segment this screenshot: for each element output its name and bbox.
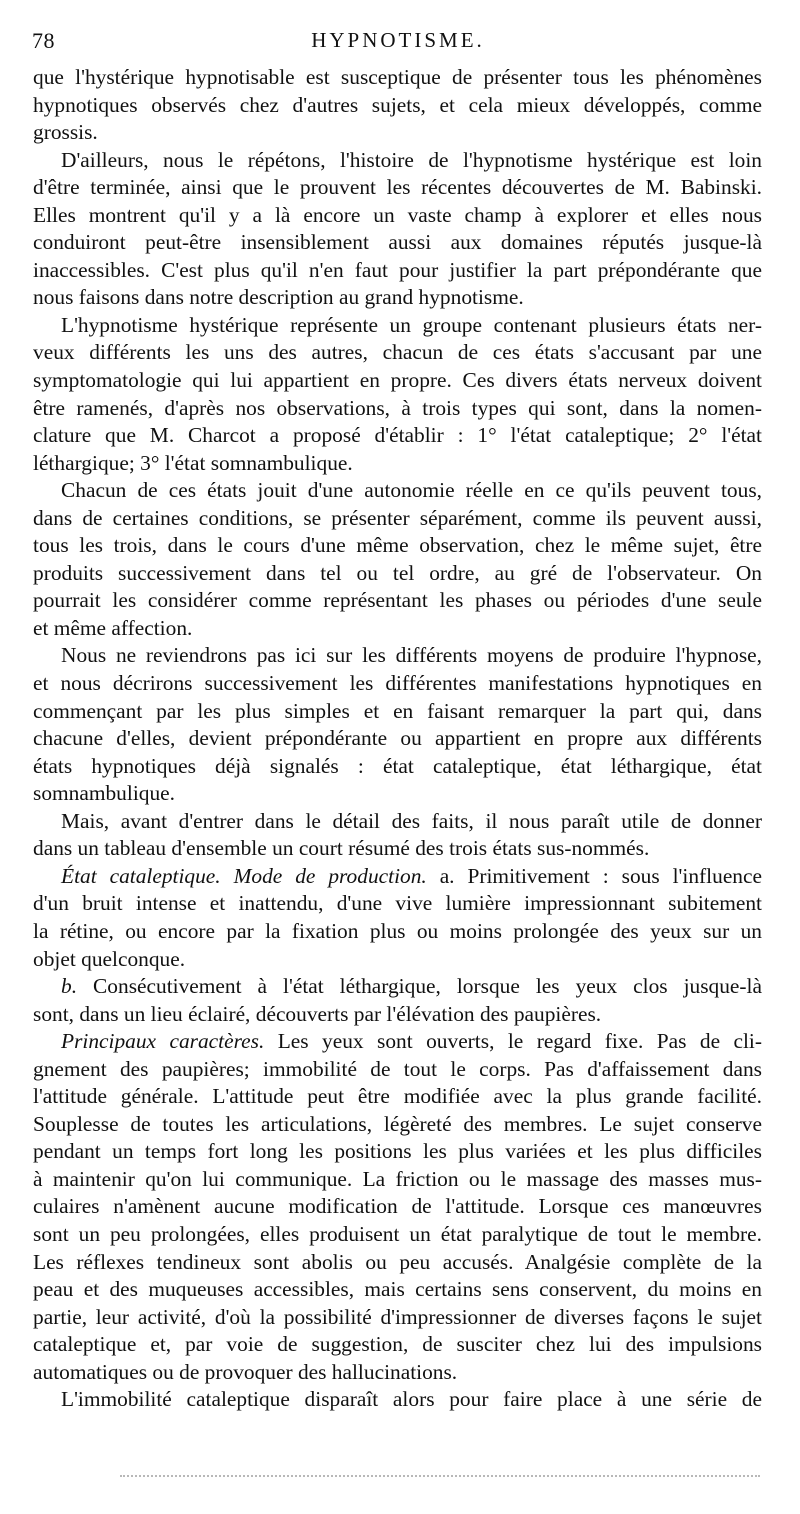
text-run: objet quelconque. bbox=[33, 946, 186, 971]
text-run: Consécutivement à l'état léthargique, lorsque les yeux clos jusque-là bbox=[77, 974, 762, 999]
text-run: clature que M. Charcot a proposé d'établir : 1° l'état cataleptique; 2° l'état bbox=[33, 423, 762, 448]
text-line bbox=[33, 229, 762, 257]
text-run: L'hypnotisme hystérique représente un groupe contenant plusieurs états ner- bbox=[61, 312, 762, 337]
text-run: inaccessibles. C'est plus qu'il n'en faut pour justifier la part prépondérante que bbox=[33, 257, 762, 282]
text-line bbox=[33, 119, 762, 147]
text-run: Les yeux sont ouverts, le regard fixe. Pas de cli- bbox=[264, 1029, 763, 1054]
text-run: nous faisons dans notre description au grand hypnotisme. bbox=[33, 285, 524, 310]
text-run: états hypnotiques déjà signalés : état cataleptique, état léthargique, état bbox=[33, 753, 762, 778]
text-line bbox=[33, 505, 762, 533]
text-run: l'attitude générale. L'attitude peut être modifiée avec la plus grande facilité. bbox=[33, 1084, 762, 1109]
text-run: D'ailleurs, nous le répétons, l'histoire de l'hypnotisme hystérique est loin bbox=[61, 147, 762, 172]
text-line bbox=[33, 973, 762, 1001]
text-run: sont, dans un lieu éclairé, découverts par l'élévation des paupières. bbox=[33, 1001, 602, 1026]
text-line bbox=[33, 532, 762, 560]
page-header bbox=[32, 28, 764, 60]
text-run: et nous décrirons successivement les différentes manifestations hypnotiques en bbox=[33, 671, 762, 696]
text-line bbox=[33, 92, 762, 120]
text-line bbox=[33, 1193, 762, 1221]
text-run: hypnotiques observés chez d'autres sujets, et cela mieux développés, comme bbox=[33, 92, 762, 117]
text-line bbox=[33, 918, 762, 946]
text-line bbox=[33, 1056, 762, 1084]
text-run: que l'hystérique hypnotisable est susceptique de présenter tous les phénomènes bbox=[33, 65, 762, 89]
text-run: gnement des paupières; immobilité de tout le corps. Pas d'affaissement dans bbox=[33, 1056, 762, 1081]
text-line bbox=[33, 1028, 762, 1056]
text-run: Souplesse de toutes les articulations, légèreté des membres. Le sujet conserve bbox=[33, 1111, 762, 1136]
text-run: d'un bruit intense et inattendu, d'une vive lumière impressionnant subitement bbox=[33, 891, 762, 916]
text-line bbox=[33, 202, 762, 230]
text-run: sont un peu prolongées, elles produisent un état paralytique de tout le membre. bbox=[33, 1221, 762, 1246]
text-run: produits successivement dans tel ou tel ordre, au gré de l'observateur. On bbox=[33, 560, 762, 585]
text-run: d'être terminée, ainsi que le prouvent les récentes découvertes de M. Babinski. bbox=[33, 175, 762, 200]
text-line bbox=[33, 1083, 762, 1111]
italic-run: Principaux caractères. bbox=[61, 1029, 265, 1054]
text-line bbox=[33, 642, 762, 670]
text-run: commençant par les plus simples et en faisant remarquer la part qui, dans bbox=[33, 698, 762, 723]
text-line bbox=[33, 312, 762, 340]
text-run: chacune d'elles, devient prépondérante ou appartient en propre aux différents bbox=[33, 726, 762, 751]
text-line bbox=[33, 1276, 762, 1304]
text-line bbox=[33, 1111, 762, 1139]
text-run: Chacun de ces états jouit d'une autonomie réelle en ce qu'ils peuvent tous, bbox=[61, 478, 762, 503]
text-line bbox=[33, 1359, 762, 1387]
text-run: conduiront peut-être insensiblement aussi aux domaines réputés jusque-là bbox=[33, 230, 762, 255]
text-line bbox=[33, 946, 762, 974]
text-run: grossis. bbox=[33, 120, 98, 145]
text-run: Les réflexes tendineux sont abolis ou peu accusés. Analgésie complète de la bbox=[33, 1249, 762, 1274]
italic-run: État cataleptique. Mode de production. bbox=[61, 863, 427, 888]
text-line bbox=[33, 753, 762, 781]
text-line bbox=[33, 450, 762, 478]
text-line bbox=[33, 1138, 762, 1166]
text-run: dans de certaines conditions, se présenter séparément, comme ils peuvent aussi, bbox=[33, 505, 762, 530]
text-line bbox=[33, 64, 762, 92]
text-line bbox=[33, 147, 762, 175]
text-run: Elles montrent qu'il y a là encore un vaste champ à explorer et elles nous bbox=[33, 202, 762, 227]
text-line bbox=[33, 477, 762, 505]
text-line bbox=[33, 1304, 762, 1332]
text-line bbox=[33, 670, 762, 698]
text-line bbox=[33, 780, 762, 808]
text-run: cataleptique et, par voie de suggestion, de susciter chez lui des impulsions bbox=[33, 1332, 762, 1357]
text-line bbox=[33, 422, 762, 450]
text-line bbox=[33, 698, 762, 726]
text-run: à maintenir qu'on lui communique. La friction ou le massage des masses mus- bbox=[33, 1166, 762, 1191]
text-line bbox=[33, 587, 762, 615]
text-line bbox=[33, 615, 762, 643]
text-line bbox=[33, 257, 762, 285]
text-run: L'immobilité cataleptique disparaît alors pour faire place à une série de bbox=[61, 1387, 762, 1412]
text-run: partie, leur activité, d'où la possibilité d'impressionner de diverses façons le sujet bbox=[33, 1304, 762, 1329]
footer-scan-marks bbox=[120, 1475, 760, 1477]
body-text bbox=[33, 64, 762, 1414]
text-run: et même affection. bbox=[33, 615, 193, 640]
italic-run: b. bbox=[61, 974, 78, 999]
text-run: léthargique; 3° l'état somnambulique. bbox=[33, 450, 353, 475]
text-line bbox=[33, 395, 762, 423]
text-line bbox=[33, 1166, 762, 1194]
text-line bbox=[33, 1386, 762, 1414]
text-line bbox=[33, 339, 762, 367]
text-run: Mais, avant d'entrer dans le détail des faits, il nous paraît utile de donner bbox=[61, 808, 762, 833]
text-line bbox=[33, 560, 762, 588]
text-line bbox=[33, 835, 762, 863]
text-line bbox=[33, 725, 762, 753]
text-run: culaires n'amènent aucune modification de l'attitude. Lorsque ces manœuvres bbox=[33, 1194, 762, 1219]
text-line bbox=[33, 1221, 762, 1249]
text-line bbox=[33, 890, 762, 918]
text-line bbox=[33, 1249, 762, 1277]
text-line bbox=[33, 284, 762, 312]
text-run: Nous ne reviendrons pas ici sur les différents moyens de produire l'hypnose, bbox=[61, 643, 762, 668]
running-title: HYPNOTISME. bbox=[311, 28, 485, 52]
text-run: pourrait les considérer comme représentant les phases ou périodes d'une seule bbox=[33, 588, 762, 613]
text-run: la rétine, ou encore par la fixation plus ou moins prolongée des yeux sur un bbox=[33, 918, 762, 943]
text-run: peau et des muqueuses accessibles, mais certains sens conservent, du moins en bbox=[33, 1277, 762, 1302]
text-line bbox=[33, 808, 762, 836]
text-run: a. Primitivement : sous l'influence bbox=[426, 863, 762, 888]
text-run: somnambulique. bbox=[33, 781, 175, 806]
text-line bbox=[33, 367, 762, 395]
text-line bbox=[33, 174, 762, 202]
text-run: être ramenés, d'après nos observations, à trois types qui sont, dans la nomen- bbox=[33, 395, 762, 420]
text-run: pendant un temps fort long les positions les plus variées et les plus difficiles bbox=[33, 1139, 762, 1164]
page-number: 78 bbox=[32, 28, 55, 53]
text-run: symptomatologie qui lui appartient en propre. Ces divers états nerveux doivent bbox=[33, 368, 762, 393]
text-run: tous les trois, dans le cours d'une même observation, chez le même sujet, être bbox=[33, 533, 762, 558]
text-run: dans un tableau d'ensemble un court résumé des trois états sus-nommés. bbox=[33, 836, 650, 861]
text-line bbox=[33, 863, 762, 891]
text-run: automatiques ou de provoquer des hallucinations. bbox=[33, 1359, 458, 1384]
text-line bbox=[33, 1001, 762, 1029]
text-line bbox=[33, 1331, 762, 1359]
text-run: veux différents les uns des autres, chacun de ces états s'accusant par une bbox=[33, 340, 762, 365]
